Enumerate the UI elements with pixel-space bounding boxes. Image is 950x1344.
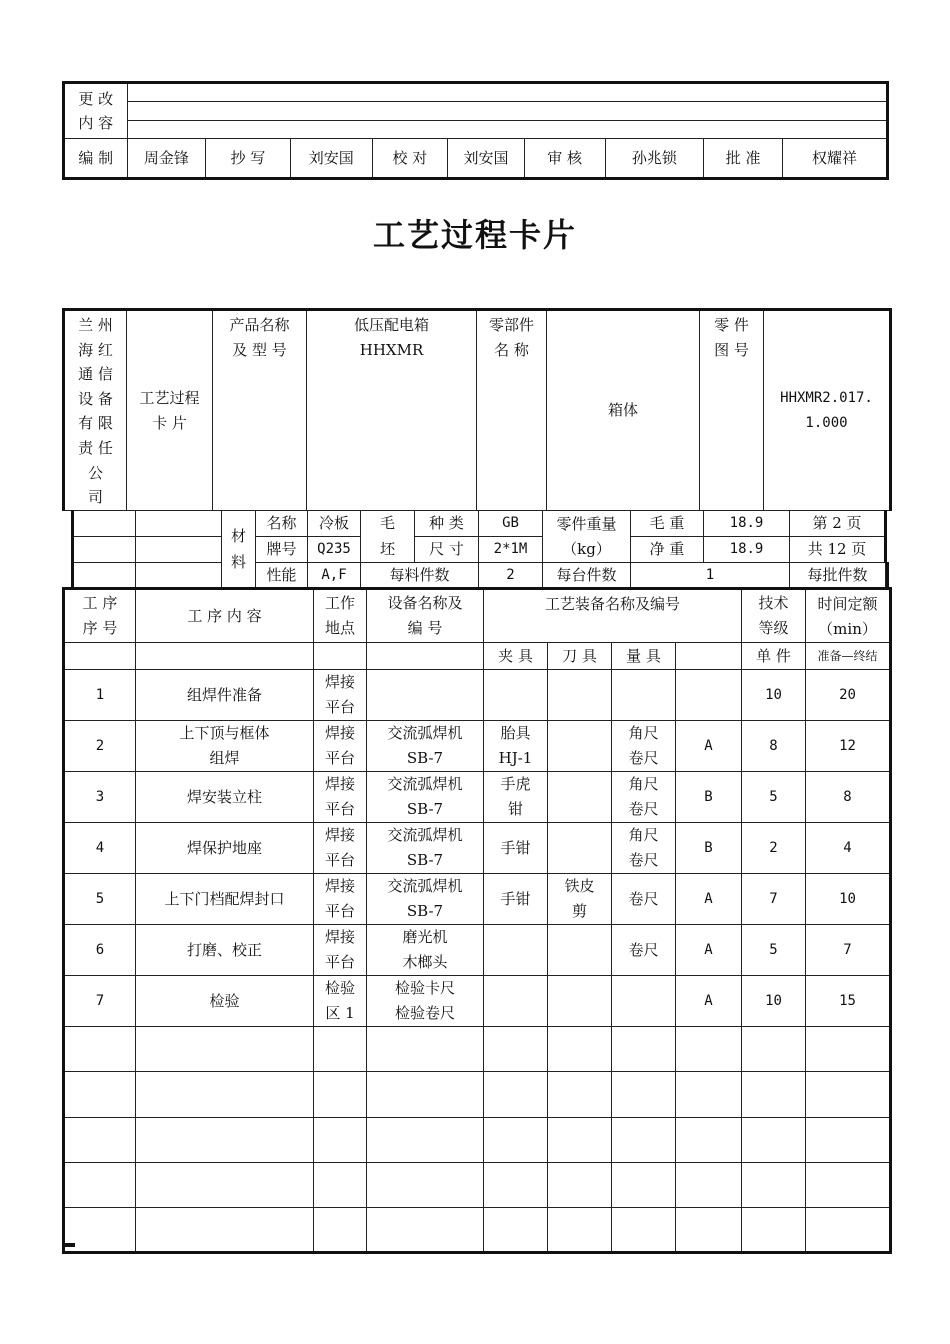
subheader-blank-1 (64, 643, 136, 670)
gauge-header: 量 具 (612, 643, 676, 670)
name-compile: 周金锋 (127, 139, 206, 179)
table-row (64, 721, 891, 772)
step-place-cell: 焊接 平台 (314, 772, 367, 823)
subheader-blank-3 (314, 643, 367, 670)
step-cutter-cell (548, 1027, 612, 1072)
table-row (64, 1208, 891, 1253)
role-proofread: 校 对 (372, 139, 448, 179)
size-label: 尺 寸 (415, 537, 479, 563)
step-equipment-cell (367, 1208, 484, 1253)
content-header: 工 序 内 容 (136, 589, 314, 643)
step-content-cell: 焊安装立柱 (136, 772, 314, 823)
step-prep-cell (806, 1208, 891, 1253)
step-seq-cell: 5 (64, 874, 136, 925)
step-gauge-cell (612, 1208, 676, 1253)
name-label: 名称 (256, 511, 308, 537)
change-record-table (62, 81, 889, 180)
step-unit-cell: 2 (742, 823, 806, 874)
step-cutter-cell (548, 976, 612, 1027)
table-row (64, 976, 891, 1027)
part-value: 箱体 (547, 310, 700, 511)
role-copy: 抄 写 (206, 139, 291, 179)
drawing-label: 零 件 图 号 (700, 310, 764, 511)
step-unit-cell (742, 1162, 806, 1207)
step-prep-cell (806, 1072, 891, 1117)
step-content-cell: 检验 (136, 976, 314, 1027)
grade-value: Q235 (308, 537, 361, 563)
step-equipment-cell (367, 670, 484, 721)
card-header-table (62, 308, 892, 511)
step-grade-cell (676, 1162, 742, 1207)
step-equipment-cell (367, 1117, 484, 1162)
material-label: 材 料 (222, 511, 256, 589)
table-row (64, 670, 891, 721)
table-row (64, 874, 891, 925)
per-unit-value: 1 (631, 563, 790, 589)
step-fixture-cell: 手钳 (484, 874, 548, 925)
step-grade-cell: A (676, 925, 742, 976)
time-header: 时间定额（min） (806, 589, 891, 643)
role-compile: 编 制 (64, 139, 128, 179)
step-gauge-cell (612, 1162, 676, 1207)
step-seq-cell (64, 1072, 136, 1117)
place-header: 工作 地点 (314, 589, 367, 643)
step-fixture-cell (484, 1117, 548, 1162)
step-content-cell (136, 1162, 314, 1207)
step-grade-cell (676, 1072, 742, 1117)
step-content-cell (136, 1117, 314, 1162)
step-gauge-cell (612, 1027, 676, 1072)
step-place-cell: 焊接 平台 (314, 925, 367, 976)
blank-cell-a3 (73, 563, 136, 589)
step-prep-cell: 15 (806, 976, 891, 1027)
step-equipment-cell: 交流弧焊机 SB-7 (367, 823, 484, 874)
step-cutter-cell (548, 823, 612, 874)
step-seq-cell (64, 1162, 136, 1207)
name-approve: 权耀祥 (783, 139, 888, 179)
step-fixture-cell (484, 925, 548, 976)
property-label: 性能 (256, 563, 308, 589)
step-grade-cell: B (676, 772, 742, 823)
step-place-cell (314, 1208, 367, 1253)
per-batch-value (886, 563, 888, 589)
table-row (64, 1117, 891, 1162)
gross-weight-value: 18.9 (704, 511, 790, 537)
step-unit-cell: 5 (742, 925, 806, 976)
total-pages: 共 12 页 (790, 537, 886, 563)
equipment-header: 设备名称及 编 号 (367, 589, 484, 643)
step-fixture-cell: 手钳 (484, 823, 548, 874)
change-line-3 (127, 121, 887, 139)
process-table (62, 587, 892, 1254)
part-weight-label: 零件重量 （kg） (543, 511, 631, 563)
grade-label: 牌号 (256, 537, 308, 563)
step-fixture-cell (484, 670, 548, 721)
step-place-cell: 焊接 平台 (314, 874, 367, 925)
step-grade-cell (676, 1208, 742, 1253)
page-title: 工艺过程卡片 (372, 216, 577, 254)
step-cutter-cell (548, 772, 612, 823)
step-gauge-cell: 角尺 卷尺 (612, 823, 676, 874)
step-equipment-cell: 磨光机 木榔头 (367, 925, 484, 976)
step-prep-cell: 8 (806, 772, 891, 823)
step-fixture-cell: 手虎 钳 (484, 772, 548, 823)
step-seq-cell: 2 (64, 721, 136, 772)
step-cutter-cell (548, 1117, 612, 1162)
step-place-cell: 焊接 平台 (314, 823, 367, 874)
step-gauge-cell: 卷尺 (612, 925, 676, 976)
step-cutter-cell (548, 1162, 612, 1207)
table-row (64, 1162, 891, 1207)
step-equipment-cell (367, 1027, 484, 1072)
unit-time-header: 单 件 (742, 643, 806, 670)
step-prep-cell: 7 (806, 925, 891, 976)
seq-header: 工 序 序 号 (64, 589, 136, 643)
per-material-value: 2 (479, 563, 543, 589)
step-fixture-cell (484, 976, 548, 1027)
step-grade-cell: A (676, 874, 742, 925)
step-cutter-cell (548, 1208, 612, 1253)
step-gauge-cell: 角尺 卷尺 (612, 721, 676, 772)
table-row (64, 823, 891, 874)
per-material-label: 每料件数 (361, 563, 479, 589)
step-place-cell: 焊接 平台 (314, 670, 367, 721)
step-content-cell: 焊保护地座 (136, 823, 314, 874)
size-value: 2*1M (479, 537, 543, 563)
fixture-header: 夹 具 (484, 643, 548, 670)
name-review: 孙兆锁 (605, 139, 704, 179)
step-unit-cell: 10 (742, 670, 806, 721)
step-cutter-cell: 铁皮 剪 (548, 874, 612, 925)
step-seq-cell: 3 (64, 772, 136, 823)
cutter-header: 刀 具 (548, 643, 612, 670)
step-gauge-cell (612, 1117, 676, 1162)
step-equipment-cell: 交流弧焊机 SB-7 (367, 874, 484, 925)
step-unit-cell: 5 (742, 772, 806, 823)
step-prep-cell (806, 1117, 891, 1162)
step-seq-cell: 4 (64, 823, 136, 874)
step-gauge-cell (612, 976, 676, 1027)
subheader-blank-4 (367, 643, 484, 670)
step-place-cell (314, 1027, 367, 1072)
drawing-value: HHXMR2.017. 1.000 (764, 310, 891, 511)
role-review: 审 核 (524, 139, 605, 179)
step-prep-cell: 4 (806, 823, 891, 874)
step-unit-cell: 10 (742, 976, 806, 1027)
company-name: 兰 州 海 红 通 信 设 备 有 限 责 任 公 司 (64, 310, 127, 511)
name-value: 冷板 (308, 511, 361, 537)
step-prep-cell: 10 (806, 874, 891, 925)
tooling-header: 工艺装备名称及编号 (484, 589, 742, 643)
blank-cell-a2 (73, 537, 136, 563)
page-number: 第 2 页 (790, 511, 886, 537)
net-weight-value: 18.9 (704, 537, 790, 563)
step-equipment-cell: 交流弧焊机 SB-7 (367, 772, 484, 823)
change-line-2 (127, 102, 887, 121)
kind-value: GB (479, 511, 543, 537)
step-cutter-cell (548, 670, 612, 721)
blank-cell-b2 (136, 537, 222, 563)
step-gauge-cell (612, 670, 676, 721)
step-equipment-cell (367, 1162, 484, 1207)
step-fixture-cell (484, 1027, 548, 1072)
change-content-label: 更 改 内 容 (64, 83, 128, 139)
step-prep-cell (806, 1027, 891, 1072)
step-equipment-cell (367, 1072, 484, 1117)
change-line-1 (127, 83, 887, 102)
step-seq-cell: 6 (64, 925, 136, 976)
blank-label: 毛 坯 (361, 511, 415, 563)
step-prep-cell (806, 1162, 891, 1207)
step-content-cell: 上下门档配焊封口 (136, 874, 314, 925)
role-approve: 批 准 (704, 139, 783, 179)
net-weight-label: 净 重 (631, 537, 704, 563)
step-content-cell (136, 1027, 314, 1072)
page-corner-mark (63, 1243, 75, 1247)
step-seq-cell (64, 1117, 136, 1162)
per-batch-label: 每批件数 (790, 563, 886, 589)
step-place-cell (314, 1072, 367, 1117)
step-cutter-cell (548, 721, 612, 772)
step-content-cell: 上下顶与框体 组焊 (136, 721, 314, 772)
name-copy: 刘安国 (290, 139, 372, 179)
subheader-blank-5 (676, 643, 742, 670)
step-unit-cell (742, 1027, 806, 1072)
step-fixture-cell (484, 1072, 548, 1117)
gross-weight-label: 毛 重 (631, 511, 704, 537)
step-content-cell (136, 1072, 314, 1117)
step-gauge-cell: 角尺 卷尺 (612, 772, 676, 823)
step-prep-cell: 20 (806, 670, 891, 721)
blank-cell-b1 (136, 511, 222, 537)
step-equipment-cell: 检验卡尺 检验卷尺 (367, 976, 484, 1027)
step-unit-cell (742, 1208, 806, 1253)
name-proofread: 刘安国 (448, 139, 525, 179)
step-grade-cell: A (676, 976, 742, 1027)
per-unit-label: 每台件数 (543, 563, 631, 589)
kind-label: 种 类 (415, 511, 479, 537)
step-grade-cell (676, 670, 742, 721)
part-label: 零部件 名 称 (477, 310, 547, 511)
step-gauge-cell: 卷尺 (612, 874, 676, 925)
grade-header: 技术 等级 (742, 589, 806, 643)
table-row (64, 925, 891, 976)
card-type: 工艺过程 卡 片 (127, 310, 213, 511)
step-unit-cell: 7 (742, 874, 806, 925)
step-content-cell: 打磨、校正 (136, 925, 314, 976)
step-cutter-cell (548, 925, 612, 976)
prep-time-header: 准备—终结 (806, 643, 891, 670)
property-value: A,F (308, 563, 361, 589)
step-place-cell (314, 1117, 367, 1162)
step-prep-cell: 12 (806, 721, 891, 772)
step-grade-cell: A (676, 721, 742, 772)
step-seq-cell: 1 (64, 670, 136, 721)
step-gauge-cell (612, 1072, 676, 1117)
step-content-cell: 组焊件准备 (136, 670, 314, 721)
step-cutter-cell (548, 1072, 612, 1117)
blank-cell-a1 (73, 511, 136, 537)
blank-cell-b3 (136, 563, 222, 589)
subheader-blank-2 (136, 643, 314, 670)
step-unit-cell: 8 (742, 721, 806, 772)
process-steps (64, 670, 891, 1253)
step-grade-cell (676, 1027, 742, 1072)
step-fixture-cell (484, 1162, 548, 1207)
table-row (64, 1027, 891, 1072)
step-grade-cell: B (676, 823, 742, 874)
product-value: 低压配电箱 HHXMR (307, 310, 477, 511)
step-place-cell: 检验 区 1 (314, 976, 367, 1027)
table-row (64, 772, 891, 823)
step-fixture-cell: 胎具 HJ-1 (484, 721, 548, 772)
step-seq-cell (64, 1027, 136, 1072)
step-fixture-cell (484, 1208, 548, 1253)
step-seq-cell: 7 (64, 976, 136, 1027)
step-grade-cell (676, 1117, 742, 1162)
product-label: 产品名称 及 型 号 (213, 310, 307, 511)
step-unit-cell (742, 1117, 806, 1162)
step-place-cell (314, 1162, 367, 1207)
step-content-cell (136, 1208, 314, 1253)
material-table (71, 510, 889, 589)
table-row (64, 1072, 891, 1117)
step-place-cell: 焊接 平台 (314, 721, 367, 772)
step-equipment-cell: 交流弧焊机 SB-7 (367, 721, 484, 772)
step-unit-cell (742, 1072, 806, 1117)
